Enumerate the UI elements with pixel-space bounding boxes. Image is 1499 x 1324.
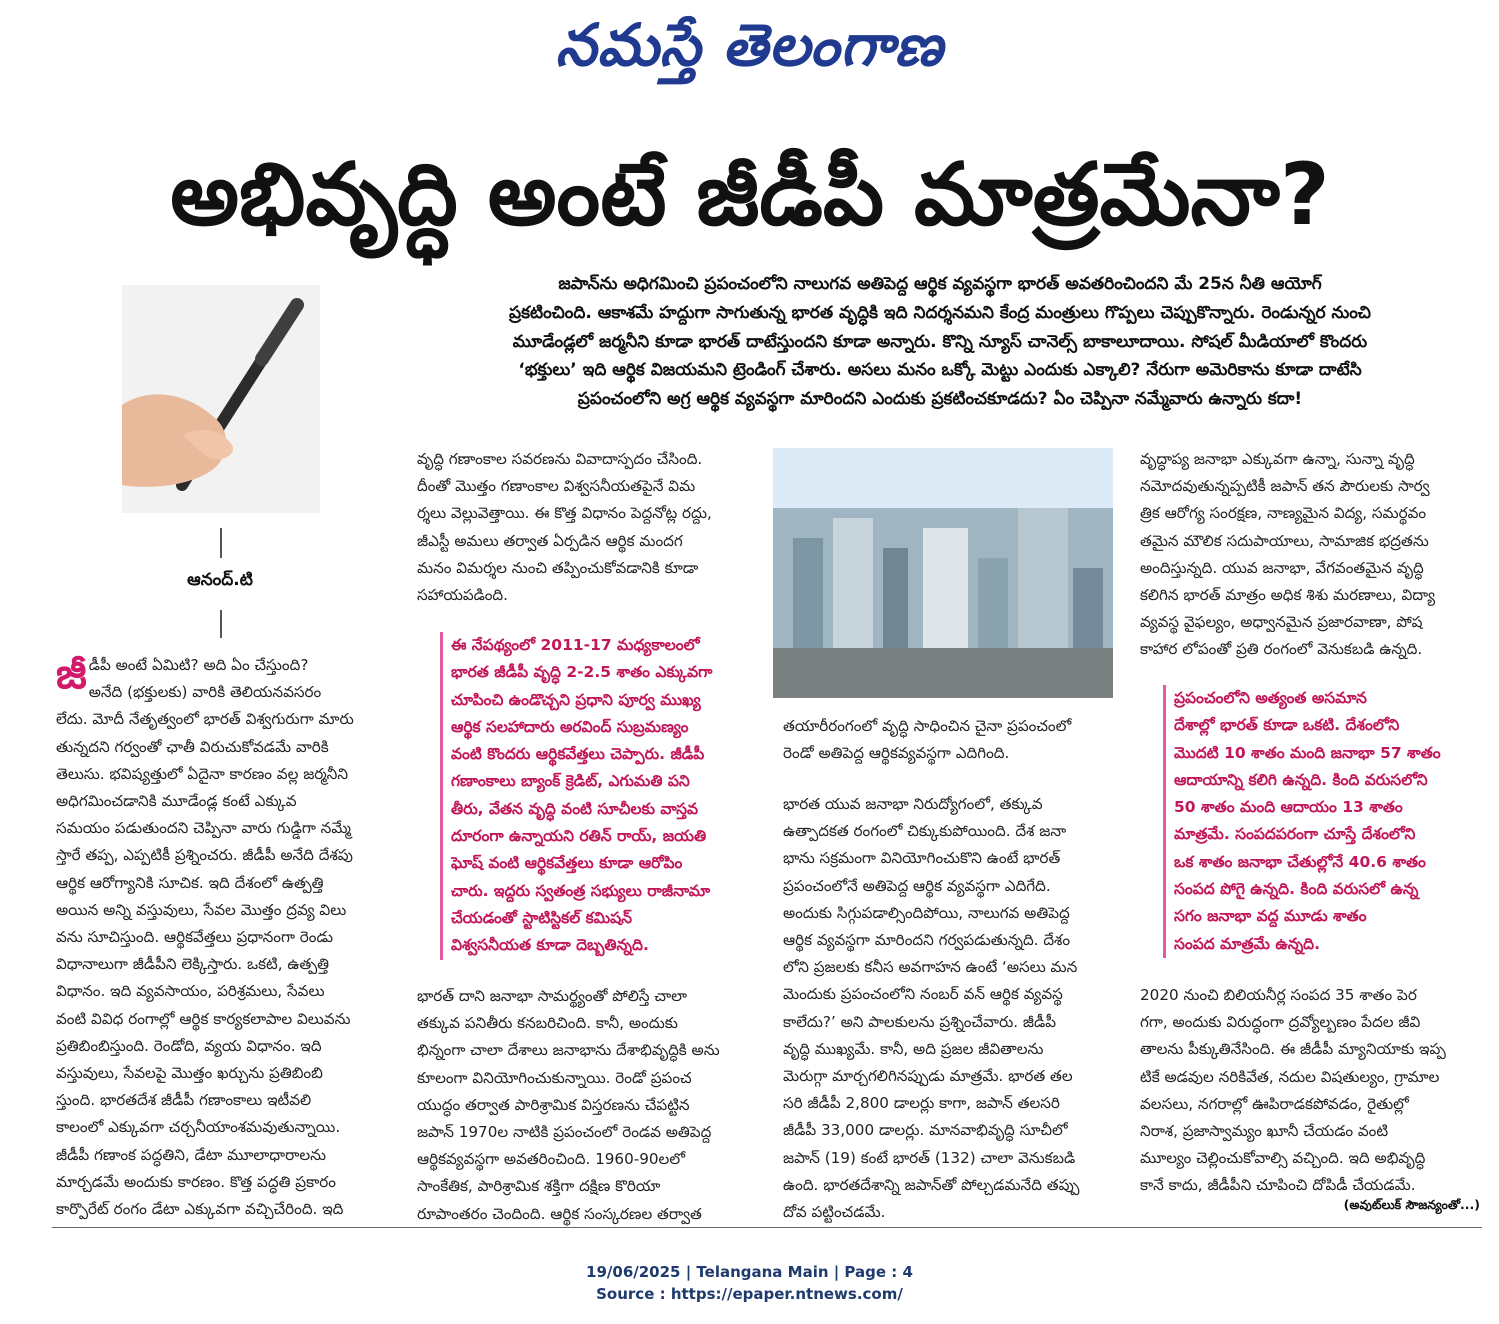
drop-cap: జీ xyxy=(56,649,87,698)
text-line: తక్కువ పనితీరు కనబరిచింది. కానీ, అందుకు xyxy=(417,1014,678,1033)
text-line: చారు. ఇద్దరు స్వతంత్ర సభ్యులు రాజీనామా xyxy=(451,881,711,900)
text-line: ప్రపంచంలోని అత్యంత అసమాన xyxy=(1174,689,1367,707)
text-line: నిరాశ, ప్రజాస్వామ్యం ఖూనీ చేయడం వంటి xyxy=(1140,1122,1389,1141)
text-line: భారత్ దాని జనాభా సామర్థ్యంతో పోలిస్తే చాలా xyxy=(417,987,687,1005)
text-line: విధానాలుగా జీడీపీని లెక్కిస్తారు. ఒకటి, ఉత్పత్తి xyxy=(56,955,330,974)
text-line: సహాయపడింది. xyxy=(417,586,508,605)
text-line: అధిగమించడానికి మూడేండ్ల కంటే ఎక్కువ xyxy=(56,792,297,811)
text-line: తెలుసు. భవిష్యత్తులో ఏదైనా కారణం వల్ల జర్మనీని xyxy=(56,764,348,783)
text-line: దేశాల్లో భారత్ కూడా ఒకటి. దేశంలోని xyxy=(1174,716,1400,735)
hand-with-pen-photo xyxy=(122,285,320,513)
text-line: 50 శాతం మంది ఆదాయం 13 శాతం xyxy=(1174,798,1403,817)
text-line: అయిన అన్ని వస్తువులు, సేవల మొత్తం ద్రవ్య విలు xyxy=(56,900,347,919)
text-line: తీరు, వేతన వృద్ధి వంటి సూచీలకు వాస్తవ xyxy=(451,799,699,818)
text-line: ఆర్థిక సలహాదారు అరవింద్ సుబ్రమణ్యం xyxy=(451,717,689,736)
column-3-bottom xyxy=(783,791,1118,1226)
text-line: సరి జీడీపీ 2,800 డాలర్లు కాగా, జపాన్ తలసరి xyxy=(783,1094,1060,1113)
text-line: చేయడంతో స్టాటిస్టికల్ కమిషన్ xyxy=(451,908,633,927)
text-line: ఈ నేపథ్యంలో 2011-17 మధ్యకాలంలో xyxy=(451,636,700,654)
text-line: స్తుంది. భారతదేశ జీడీపీ గణాంకాలు ఇటీవలి xyxy=(56,1091,312,1110)
text-line: జీఎస్టీ అమలు తర్వాత ఏర్పడిన ఆర్థిక మందగ xyxy=(417,531,683,550)
text-line: అందిస్తున్నది. యువ జనాభా, వేగవంతమైన వృద్ధి xyxy=(1140,558,1424,577)
text-line: జీడీపీ 33,000 డాలర్లు. మానవాభివృద్ధి సూచీలో xyxy=(783,1121,1068,1140)
text-line: భారత జీడీపీ వృద్ధి 2-2.5 శాతం ఎక్కువగా xyxy=(451,663,713,682)
text-line: ఆదాయాన్ని కలిగి ఉన్నది. కింది వరుసలోని xyxy=(1174,770,1428,789)
footer-date-page: 19/06/2025 | Telangana Main | Page : 4 xyxy=(586,1263,913,1281)
text-line: గగా, అందుకు విరుద్ధంగా ద్రవ్యోల్బణం పేదల జీవి xyxy=(1140,1013,1421,1032)
text-line: సగం జనాభా వద్ద మూడు శాతం xyxy=(1174,907,1367,926)
text-line: అందుకు సిగ్గుపడాల్సిందిపోయి, నాలుగవ అతిపెద్ద xyxy=(783,903,1070,922)
text-line: కూలంగా వినియోగించుకున్నాయి. రెండో ప్రపంచ xyxy=(417,1068,692,1087)
text-line: దీంతో మొత్తం గణాంకాల విశ్వసనీయతపైనే విమ xyxy=(417,477,696,496)
source-credit: (అవుట్‌లుక్ సౌజన్యంతో...) xyxy=(1343,1197,1480,1212)
text-line: 2020 నుంచి బిలియనీర్ల సంపద 35 శాతం పెర xyxy=(1140,986,1417,1004)
text-line: కాహార లోపంతో ప్రతి రంగంలో వెనుకబడి ఉన్నది. xyxy=(1140,640,1423,659)
text-line: ఘోష్ వంటి ఆర్థికవేత్తలు కూడా ఆరోపిం xyxy=(451,854,683,873)
text-line: వంటి కొందరు ఆర్థికవేత్తలు చెప్పారు. జీడీపీ xyxy=(451,745,705,764)
text-line: కలిగిన భారత్ మాత్రం అధిక శిశు మరణాలు, విద్యా xyxy=(1140,586,1436,605)
text-line: వను సూచిస్తుంది. ఆర్థికవేత్తలు ప్రధానంగా రెండు xyxy=(56,928,333,947)
text-line: టికే అడవుల నరికివేత, నదుల విషతుల్యం, గ్రామాల xyxy=(1140,1067,1440,1086)
text-line: జపాన్‌ను అధిగమించి ప్రపంచంలోని నాలుగవ అతిపెద్ద ఆర్థిక వ్యవస్థగా భారత్ అవతరించిందని మే 25న నీతి ఆయోగ్ xyxy=(558,274,1322,294)
text-line: లేదు. మోదీ నేతృత్వంలో భారత్ విశ్వగురుగా మారు xyxy=(56,710,354,729)
text-line: జీడీపీ గణాంక పద్ధతిని, డేటా మూలాధారాలను xyxy=(56,1145,327,1164)
column-4-top xyxy=(1140,446,1480,664)
text-line: మార్చడమే అందుకు కారణం. కొత్త పద్ధతి ప్రకారం xyxy=(56,1172,336,1191)
text-line: ‘భక్తులు’ ఇది ఆర్థిక విజయమని ట్రెండింగ్ చేశారు. అసలు మనం ఒక్కో మెట్టు ఎందుకు ఎక్కాలి? నేరుగా అమెరికాను కూడా దాటేసి xyxy=(518,360,1362,381)
text-line: చూపించి ఉండొచ్చని ప్రధాని పూర్వ ముఖ్య xyxy=(451,690,701,709)
text-line: రూపాంతరం చెందింది. ఆర్థిక సంస్కరణల తర్వాత xyxy=(417,1204,702,1223)
text-line: వృద్ధాప్య జనాభా ఎక్కువగా ఉన్నా, సున్నా వృద్ధి xyxy=(1140,450,1415,468)
text-line: వృద్ధి గణాంకాల సవరణను వివాదాస్పదం చేసింది. xyxy=(417,450,703,468)
text-line: వృద్ధి ముఖ్యమే. కానీ, అది ప్రజల జీవితాలను xyxy=(783,1039,1044,1058)
text-line: ఉంది. భారతదేశాన్ని జపాన్‌తో పోల్చడమనేది తప్పు xyxy=(783,1175,1080,1194)
text-line: దోవ పట్టించడమే. xyxy=(783,1203,886,1222)
text-line: తయారీరంగంలో వృద్ధి సాధించిన చైనా ప్రపంచంలో xyxy=(783,717,1072,735)
text-line: త్రిక ఆరోగ్య సంరక్షణ, నాణ్యమైన విద్య, సమర్థవం xyxy=(1140,504,1427,523)
text-line: ప్రపంచంలోని అగ్ర ఆర్థిక వ్యవస్థగా మారిందని ఎందుకు ప్రకటించకూడదు? ఏం చెప్పినా నమ్మేవారు ఉన్నారు కదా! xyxy=(577,389,1303,410)
text-line: ఒక శాతం జనాభా చేతుల్లోనే 40.6 శాతం xyxy=(1174,852,1426,871)
text-line: మెరుగ్గా మార్చగలిగినప్పుడు మాత్రమే. భారత తల xyxy=(783,1067,1073,1086)
text-line: తాలను పీక్కుతినేసింది. ఈ జీడీపీ మ్యానియాకు ఇప్ప xyxy=(1140,1040,1446,1059)
text-line: గణాంకాలు బ్యాంక్ క్రెడిట్, ఎగుమతి పని xyxy=(451,772,690,791)
text-line: ఆర్థిక వ్యవస్థగా మారిందని గర్వపడుతున్నది. దేశం xyxy=(783,931,1071,950)
byline-rule-bottom xyxy=(220,610,222,638)
text-line: ప్రపంచంలోనే అతిపెద్ద ఆర్థిక వ్యవస్థగా ఎదిగేది. xyxy=(783,876,1051,895)
text-line: సంపద పోగై ఉన్నది. కింది వరుసలో ఉన్న xyxy=(1174,880,1419,899)
article-intro xyxy=(400,270,1480,414)
byline-author: ఆనంద్.టి xyxy=(187,570,253,590)
text-line: మూడేండ్లలో జర్మనీని కూడా భారత్ దాటేస్తుందని కూడా అన్నారు. కొన్ని న్యూస్ చానెల్స్ బాకాలూదాయి. సోషల్ మీడియాలో కొందరు xyxy=(512,331,1368,352)
masthead-logo: నమస్తే తెలంగాణ xyxy=(555,11,944,79)
text-line: మొదటి 10 శాతం మంది జనాభా 57 శాతం xyxy=(1174,743,1441,762)
city-skyline-photo xyxy=(773,448,1113,698)
text-line: మనం విమర్శల నుంచి తప్పించుకోవడానికి కూడా xyxy=(417,558,699,577)
text-line: కాలేదు?’ అని పాలకులను ప్రశ్నించేవారు. జీడీపీ xyxy=(783,1012,1057,1031)
text-line: దూరంగా ఉన్నాయని రతిన్ రాయ్, జయతి xyxy=(451,827,707,846)
text-line: సమయం పడుతుందని చెప్పినా వారు గుడ్డిగా నమ్మే xyxy=(56,819,351,838)
byline-rule-top xyxy=(220,528,222,558)
text-line: వ్యవస్థ వైఫల్యం, అధ్వానమైన ప్రజారవాణా, పోష xyxy=(1140,613,1423,632)
text-line: యుద్ధం తర్వాత పారిశ్రామిక విస్తరణను చేపట్టిన xyxy=(417,1095,690,1114)
text-line: వంటి వివిధ రంగాల్లో ఆర్థిక కార్యకలాపాల విలువను xyxy=(56,1009,351,1028)
text-line: భిన్నంగా చాలా దేశాలు జనాభాను దేశాభివృద్ధికి అను xyxy=(417,1041,720,1060)
pullquote-left xyxy=(440,632,753,960)
column-3-top xyxy=(783,713,1118,767)
text-line: వలసలు, నగరాల్లో ఊపిరాడకపోవడం, రైతుల్లో xyxy=(1140,1094,1409,1113)
text-line: లోని ప్రజలకు కనీస అవగాహన ఉంటే ‘అసలు మన xyxy=(783,958,1078,977)
column-4-bottom xyxy=(1140,982,1480,1200)
text-line: జపాన్ (19) కంటే భారత్ (132) చాలా వెనుకబడి xyxy=(783,1148,1076,1167)
text-line: సాంకేతిక, పారిశ్రామిక శక్తిగా దక్షిణ కొరియా xyxy=(417,1177,661,1196)
text-line: కార్పొరేట్ రంగం డేటా ఎక్కువగా వచ్చిచేరింది. ఇది xyxy=(56,1200,344,1219)
text-line: మెందుకు ప్రపంచంలోని నంబర్ వన్ ఆర్థిక వ్యవస్థ xyxy=(783,985,1063,1004)
text-line: ప్రకటించింది. ఆకాశమే హద్దుగా సాగుతున్న భారత వృద్ధికి ఇది నిదర్శనమని కేంద్ర మంత్రులు గొప్పలు చెప్పుకొన్నారు. రెండున్నర నుంచి xyxy=(509,302,1371,323)
text-line: ఉత్పాదకత రంగంలో చిక్కుకుపోయింది. దేశ జనా xyxy=(783,822,1067,841)
bottom-rule xyxy=(52,1227,1482,1228)
text-line: రెండో అతిపెద్ద ఆర్థికవ్యవస్థగా ఎదిగింది. xyxy=(783,744,1010,763)
text-line: భాను సక్రమంగా వినియోగించుకొని ఉంటే భారత్ xyxy=(783,849,1061,868)
article-headline: అభివృద్ధి అంటే జీడీపీ మాత్రమేనా? xyxy=(170,145,1330,245)
text-line: ఆర్థికవ్యవస్థగా అవతరించింది. 1960-90లలో xyxy=(417,1150,685,1169)
text-line: భారత యువ జనాభా నిరుద్యోగంలో, తక్కువ xyxy=(783,795,1043,813)
text-line: తమైన మౌలిక సదుపాయాలు, సామాజిక భద్రతను xyxy=(1140,531,1429,550)
text-line: విధానం. ఇది వ్యవసాయం, పరిశ్రమలు, సేవలు xyxy=(56,982,325,1001)
text-line: అనేది (భక్తులకు) వారికి తెలియనవసరం xyxy=(88,683,322,702)
text-line: మాత్రమే. సంపదపరంగా చూస్తే దేశంలోని xyxy=(1174,825,1416,844)
text-line: కాలంలో ఎక్కువగా చర్చనీయాంశమవుతున్నాయి. xyxy=(56,1118,341,1137)
column-1 xyxy=(56,649,388,1223)
text-line: జపాన్ 1970ల నాటికి ప్రపంచంలో రెండవ అతిపెద్ద xyxy=(417,1123,712,1142)
text-line: ఆర్థిక ఆరోగ్యానికి సూచిక. ఇది దేశంలో ఉత్పత్తి xyxy=(56,873,324,892)
footer-source-link[interactable]: Source : https://epaper.ntnews.com/ xyxy=(596,1285,903,1303)
pullquote-right xyxy=(1163,685,1479,958)
text-line: డీపీ అంటే ఏమిటి? అది ఏం చేస్తుంది? xyxy=(88,656,309,674)
column-2-bottom xyxy=(417,983,752,1228)
text-line: స్తారే తప్ప, ఎప్పటికీ ప్రశ్నించరు. జీడీపీ అనేది దేశపు xyxy=(56,846,353,865)
text-line: మూల్యం చెల్లించుకోవాల్సి వచ్చింది. ఇది అభివృద్ధి xyxy=(1140,1149,1426,1168)
text-line: ప్రతిబింబిస్తుంది. రెండోది, వ్యయ విధానం. ఇది xyxy=(56,1036,322,1055)
text-line: సంపద మాత్రమే ఉన్నది. xyxy=(1174,934,1321,953)
column-2-top xyxy=(417,446,752,609)
text-line: తున్నదని గర్వంతో ఛాతీ విరుచుకోవడమే వారికి xyxy=(56,737,329,756)
text-line: ర్శలు వెల్లువెత్తాయి. ఈ కొత్త విధానం పెద్దనోట్ల రద్దు, xyxy=(417,504,712,523)
text-line: వస్తువులు, సేవలపై మొత్తం ఖర్చును ప్రతిబింబి xyxy=(56,1064,323,1083)
text-line: నమోదవుతున్నప్పటికీ జపాన్ తన పౌరులకు సార్వ xyxy=(1140,477,1430,496)
text-line: విశ్వసనీయత కూడా దెబ్బతిన్నది. xyxy=(451,936,649,955)
text-line: కానే కాదు, జీడీపీని చూపించి దోపిడీ చేయడమే. xyxy=(1140,1176,1416,1195)
